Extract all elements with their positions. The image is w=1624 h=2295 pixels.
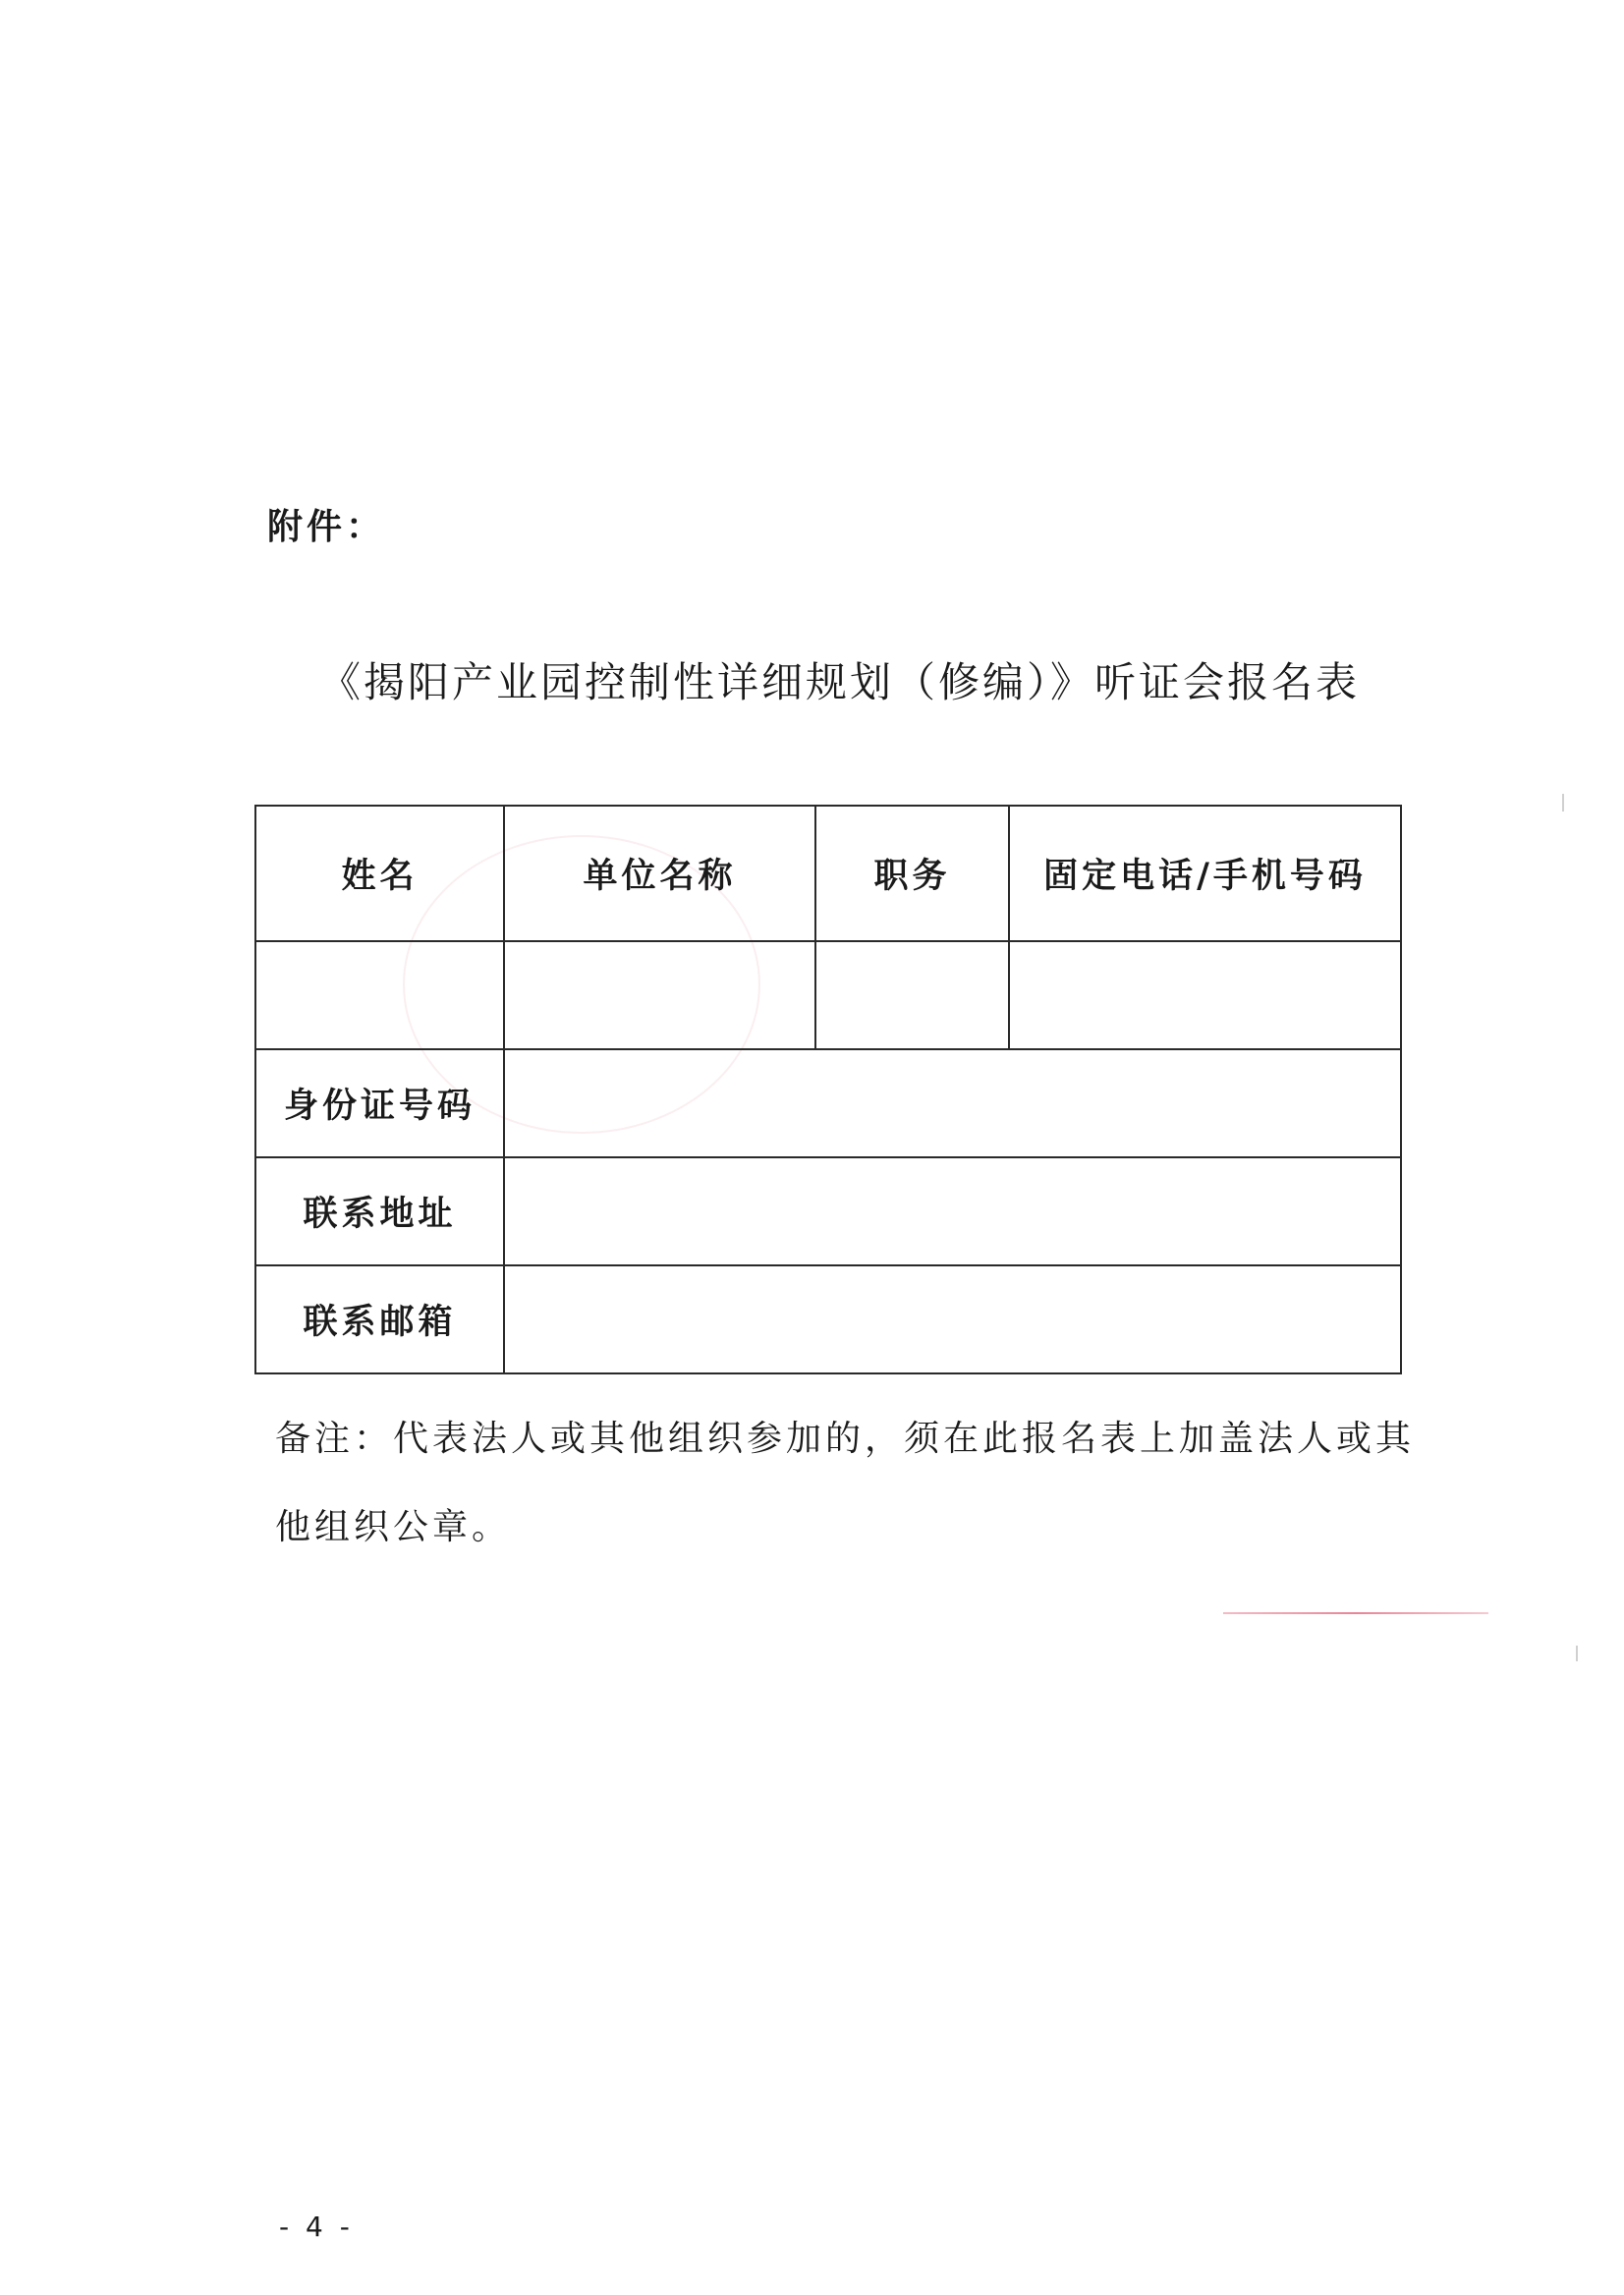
- scan-edge-mark: [1562, 794, 1564, 812]
- page-number: - 4 -: [279, 2211, 354, 2243]
- email-cell[interactable]: [504, 1265, 1401, 1373]
- header-name: 姓名: [255, 806, 504, 941]
- form-title: 《揭阳产业园控制性详细规划（修编）》听证会报名表: [319, 658, 1361, 706]
- name-cell[interactable]: [255, 941, 504, 1049]
- id-number-row: [255, 1049, 1401, 1157]
- organization-cell[interactable]: [504, 941, 815, 1049]
- registration-form-table: [254, 805, 1402, 1374]
- attachment-label: 附件：: [267, 507, 386, 547]
- red-mark-line: [1223, 1612, 1488, 1614]
- remark-note: 备注：代表法人或其他组织参加的，须在此报名表上加盖法人或其他组织公章。: [275, 1419, 1416, 1547]
- header-row: [255, 806, 1401, 941]
- entry-row: [255, 941, 1401, 1049]
- header-phone: 固定电话/手机号码: [1009, 806, 1401, 941]
- email-label: 联系邮箱: [255, 1265, 504, 1373]
- scan-edge-mark: [1576, 1646, 1578, 1661]
- header-position: 职务: [815, 806, 1009, 941]
- header-organization: 单位名称: [504, 806, 815, 941]
- position-cell[interactable]: [815, 941, 1009, 1049]
- address-label: 联系地址: [255, 1157, 504, 1265]
- id-number-label: 身份证号码: [255, 1049, 504, 1157]
- id-number-cell[interactable]: [504, 1049, 1401, 1157]
- phone-cell[interactable]: [1009, 941, 1401, 1049]
- address-cell[interactable]: [504, 1157, 1401, 1265]
- address-row: [255, 1157, 1401, 1265]
- email-row: [255, 1265, 1401, 1373]
